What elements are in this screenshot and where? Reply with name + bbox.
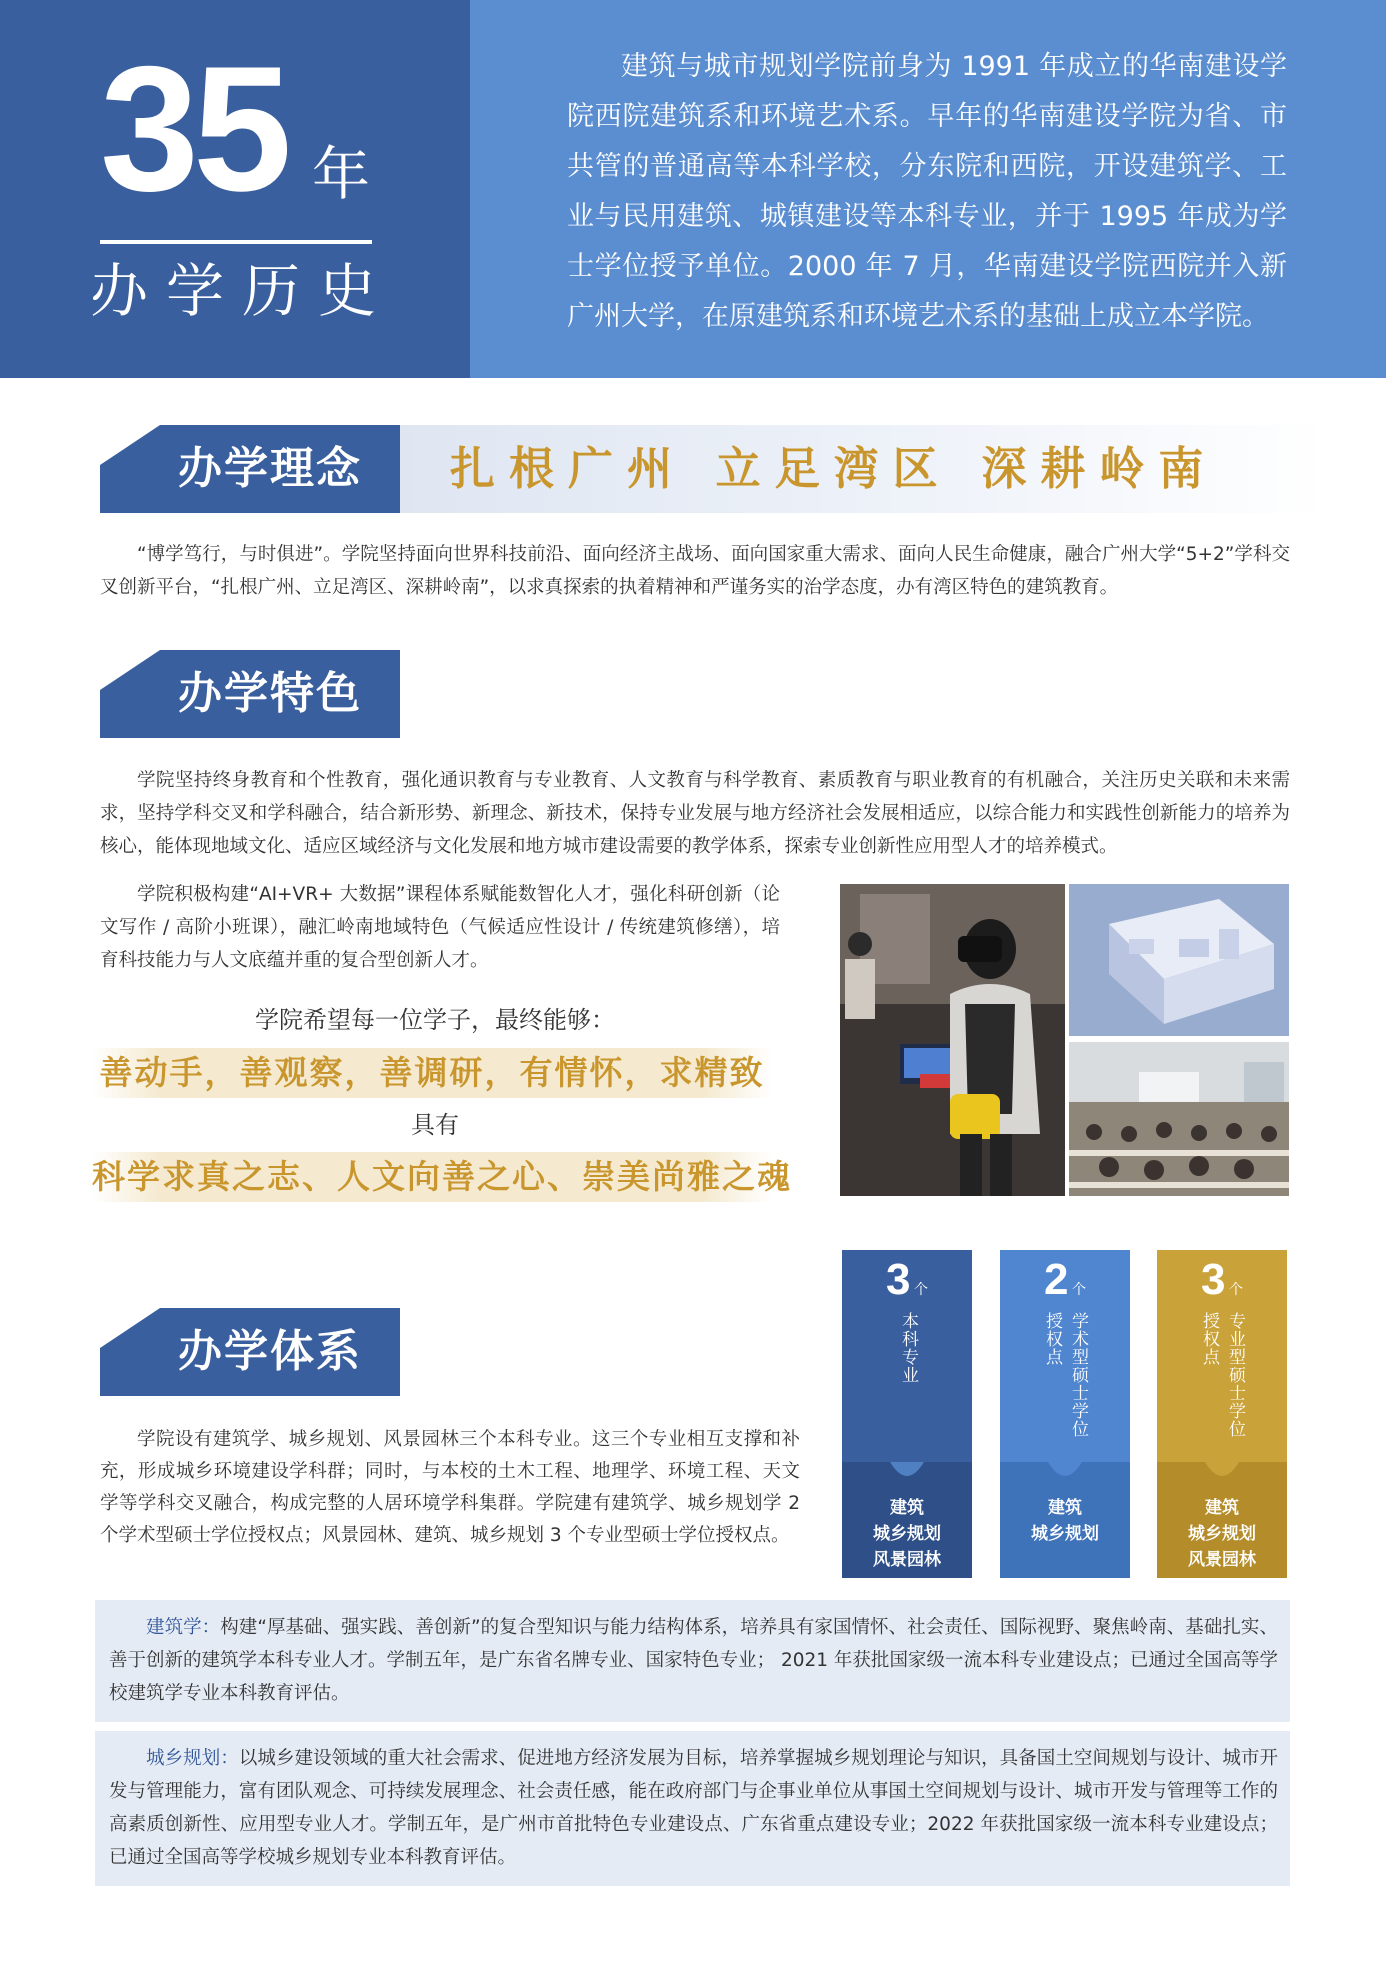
- card-item: 建筑: [890, 1498, 924, 1518]
- card-item: 城乡规划: [873, 1524, 941, 1544]
- years-suffix: 年: [312, 140, 371, 208]
- card-unit: 个: [1072, 1282, 1086, 1298]
- system-paragraph: 学院设有建筑学、城乡规划、风景园林三个本科专业。这三个专业相互支撑和补充，形成城乡环境建设学科群；同时，与本校的土木工程、地理学、环境工程、天文学等学科交叉融合，构成完整的人居环境学科集群。学院建有建筑学、城乡规划学 2 个学术型硕士学位授权点；风景园林、建筑、城乡规划 3 个专业型硕士学位授权点。: [100, 1429, 800, 1546]
- classroom-photo-illustration: [1069, 1042, 1289, 1196]
- urban-planning-major-box: [95, 1731, 1290, 1886]
- card-unit: 个: [1229, 1282, 1243, 1298]
- motto-mid: 具有: [411, 1111, 459, 1139]
- motto-line-1: 善动手，善观察，善调研，有情怀，求精致: [99, 1053, 765, 1092]
- card-item: 城乡规划: [1031, 1524, 1099, 1544]
- academic-master-card: [1000, 1250, 1130, 1578]
- system-heading-text: 办学体系: [178, 1326, 362, 1377]
- features-paragraph-1: 学院坚持终身教育和个性教育，强化通识教育与专业教育、人文教育与科学教育、素质教育与职业教育的有机融合，关注历史关联和未来需求，坚持学科交叉和学科融合，结合新形势、新理念、新技术，保持专业发展与地方经济社会发展相适应，以综合能力和实践性创新能力的培养为核心，能体现地域文化、适应区域经济与文化发展和地方城市建设需要的教学体系，探索专业创新性应用型人才的培养模式。: [100, 770, 1290, 857]
- philosophy-slogan: 扎根广州 立足湾区 深耕岭南: [450, 442, 1218, 495]
- divider: [100, 240, 372, 244]
- history-paragraph: 建筑与城市规划学院前身为 1991 年成立的华南建设学院西院建筑系和环境艺术系。早年的华南建设学院为省、市共管的普通高等本科学校，分东院和西院，开设建筑学、工业与民用建筑、城镇建设等本科专业，并于 1995 年成为学士学位授予单位。2000 年 7 月，华南建设学院西院并入新广州大学，在原建筑系和环境艺术系的基础上成立本学院。: [567, 51, 1287, 332]
- undergrad-majors-card: [842, 1250, 972, 1578]
- card-label: 专业型硕士学位: [1225, 1312, 1245, 1438]
- card-items: [1000, 1495, 1130, 1547]
- architecture-major-box: [95, 1600, 1290, 1722]
- history-panel: [0, 0, 470, 378]
- philosophy-heading-text: 办学理念: [178, 443, 362, 494]
- years-number: 35: [100, 29, 286, 228]
- card-item: 建筑: [1205, 1498, 1239, 1518]
- card-item: 风景园林: [873, 1550, 941, 1570]
- vr-class-photo: [840, 884, 1065, 1196]
- system-heading: [100, 1308, 400, 1396]
- card-items: [1157, 1495, 1287, 1573]
- classroom-photo: [1069, 1042, 1289, 1196]
- card-label: 授权点: [1199, 1312, 1219, 1366]
- card-label: 学术型硕士学位: [1068, 1312, 1088, 1438]
- card-item: 风景园林: [1188, 1550, 1256, 1570]
- card-label: 授权点: [1042, 1312, 1062, 1366]
- card-unit: 个: [914, 1282, 928, 1298]
- major-description: 构建“厚基础、强实践、善创新”的复合型知识与能力结构体系，培养具有家国情怀、社会责任、国际视野、聚焦岭南、基础扎实、善于创新的建筑学本科专业人才。学制五年，是广东省名牌专业、国家特色专业； 2021 年获批国家级一流本科专业建设点；已通过全国高等学校建筑学专业本科教育评估。: [109, 1617, 1278, 1704]
- vr-photo-illustration: [840, 884, 1065, 1196]
- features-heading: [100, 650, 400, 738]
- motto-lead: 学院希望每一位学子，最终能够：: [255, 1006, 615, 1034]
- model-photo-illustration: [1069, 884, 1289, 1036]
- philosophy-paragraph: “博学笃行，与时俱进”。学院坚持面向世界科技前沿、面向经济主战场、面向国家重大需求、面向人民生命健康，融合广州大学“5+2”学科交叉创新平台，“扎根广州、立足湾区、深耕岭南”，以求真探索的执着精神和严谨务实的治学态度，办有湾区特色的建筑教育。: [100, 544, 1290, 598]
- philosophy-heading: [100, 425, 400, 513]
- major-name: 城乡规划：: [146, 1748, 239, 1769]
- history-title: 办学历史: [90, 257, 395, 325]
- features-heading-text: 办学特色: [178, 668, 362, 719]
- motto-line-2: 科学求真之志、人文向善之心、崇美尚雅之魂: [92, 1157, 792, 1196]
- professional-master-card: [1157, 1250, 1287, 1578]
- major-name: 建筑学：: [146, 1617, 221, 1638]
- card-number: 3: [886, 1255, 911, 1304]
- features-paragraph-2: 学院积极构建“AI+VR+ 大数据”课程体系赋能数智化人才，强化科研创新（论文写作 / 高阶小班课），融汇岭南地域特色（气候适应性设计 / 传统建筑修缮），培育科技能力与人文底蕴并重的复合型创新人才。: [100, 884, 780, 971]
- card-label: 本科专业: [898, 1312, 918, 1384]
- card-number: 3: [1201, 1255, 1226, 1304]
- card-items: [842, 1495, 972, 1573]
- card-item: 城乡规划: [1188, 1524, 1256, 1544]
- card-item: 建筑: [1048, 1498, 1082, 1518]
- architecture-model-photo: [1069, 884, 1289, 1036]
- card-number: 2: [1044, 1255, 1069, 1304]
- major-description: 以城乡建设领域的重大社会需求、促进地方经济发展为目标，培养掌握城乡规划理论与知识，具备国土空间规划与设计、城市开发与管理能力，富有团队观念、可持续发展理念、社会责任感，能在政府部门与企事业单位从事国土空间规划与设计、城市开发与管理等工作的高素质创新性、应用型专业人才。学制五年，是广州市首批特色专业建设点、广东省重点建设专业；2022 年获批国家级一流本科专业建设点；已通过全国高等学校城乡规划专业本科教育评估。: [109, 1748, 1278, 1868]
